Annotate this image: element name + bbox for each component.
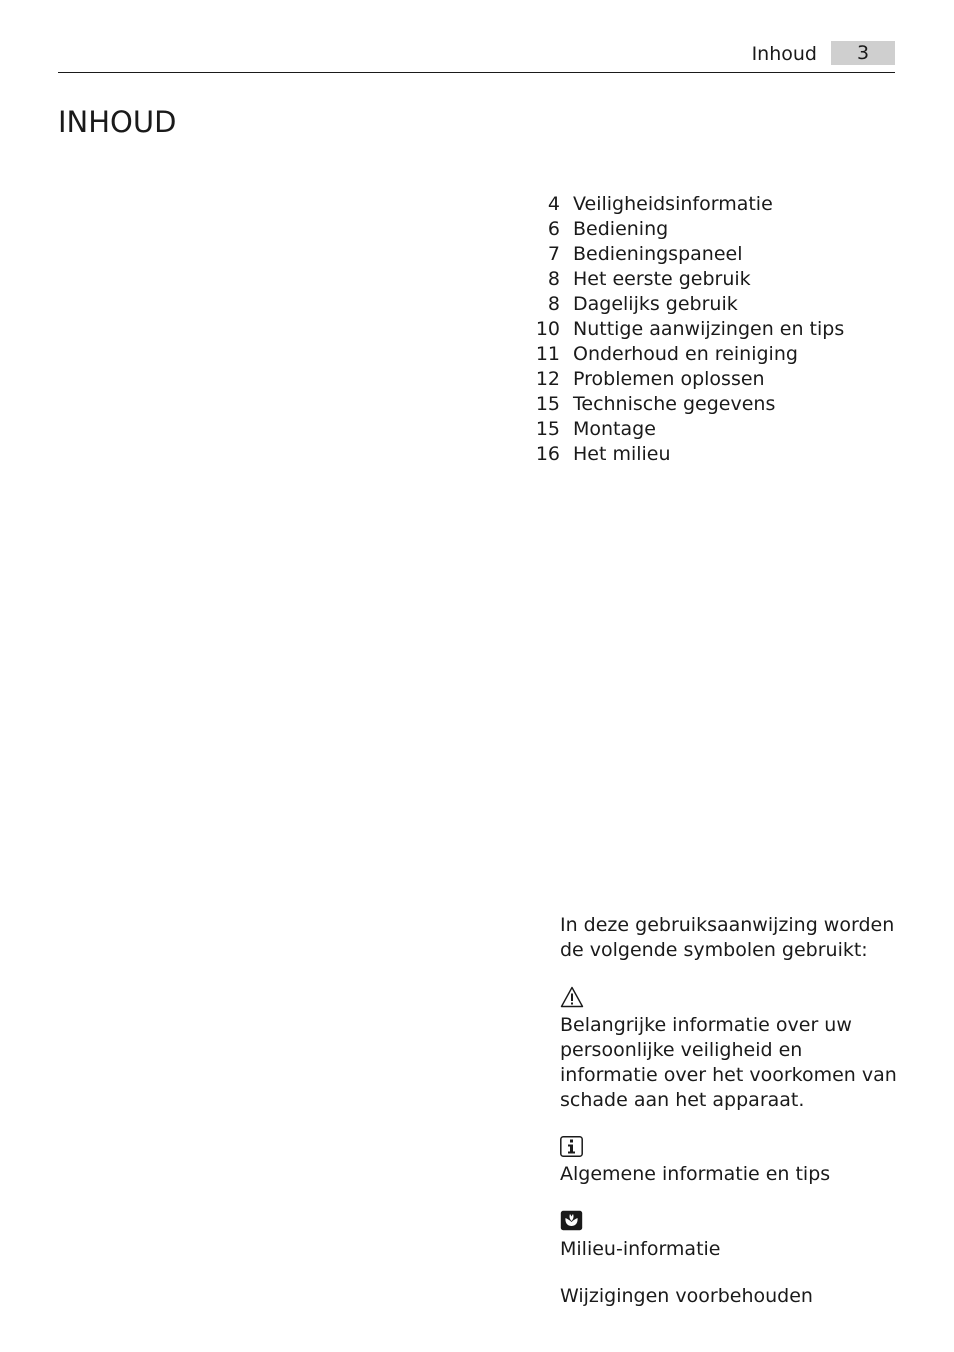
info-icon [560, 1136, 583, 1161]
toc-label: Het eerste gebruik [573, 268, 751, 290]
toc-item[interactable] [520, 442, 920, 467]
toc-item[interactable] [520, 267, 920, 292]
toc-page-number: 11 [535, 343, 560, 365]
toc-page-number: 7 [547, 243, 560, 265]
toc-label: Het milieu [573, 443, 671, 465]
toc-item[interactable] [520, 367, 920, 392]
toc-label: Problemen oplossen [573, 368, 765, 390]
toc-page-number: 4 [547, 193, 560, 215]
toc-page-number: 15 [535, 418, 560, 440]
warning-triangle-icon [560, 986, 584, 1012]
toc-item[interactable] [520, 192, 920, 217]
toc-item[interactable] [520, 392, 920, 417]
toc-item[interactable] [520, 217, 920, 242]
toc-page-number: 8 [547, 293, 560, 315]
page-header [58, 38, 895, 73]
symbols-intro: In deze gebruiksaanwijzing worden de volgende symbolen gebruikt: [560, 914, 895, 961]
toc-label: Nuttige aanwijzingen en tips [573, 318, 845, 340]
toc-page-number: 16 [535, 443, 560, 465]
toc-label: Montage [573, 418, 656, 440]
toc-page-number: 10 [535, 318, 560, 340]
toc-label: Bedieningspaneel [573, 243, 743, 265]
page-number: 3 [831, 41, 895, 65]
changes-reserved-note: Wijzigingen voorbehouden [560, 1285, 813, 1307]
environment-icon [560, 1210, 583, 1235]
toc-page-number: 12 [535, 368, 560, 390]
toc-item[interactable] [520, 342, 920, 367]
toc-label: Dagelijks gebruik [573, 293, 738, 315]
toc-item[interactable] [520, 292, 920, 317]
warning-description: Belangrijke informatie over uw persoonlijke veiligheid en informatie over het voorkomen van schade aan het apparaat. [560, 1014, 897, 1111]
toc-item[interactable] [520, 242, 920, 267]
toc-item[interactable] [520, 317, 920, 342]
toc-label: Onderhoud en reiniging [573, 343, 798, 365]
info-description: Algemene informatie en tips [560, 1163, 831, 1185]
toc-label: Veiligheidsinformatie [573, 193, 773, 215]
environment-description: Milieu-informatie [560, 1238, 721, 1260]
header-section-title: Inhoud [751, 43, 817, 65]
toc-label: Bediening [573, 218, 669, 240]
toc-label: Technische gegevens [573, 393, 776, 415]
table-of-contents [520, 192, 920, 467]
toc-item[interactable] [520, 417, 920, 442]
page-title: INHOUD [58, 105, 177, 139]
toc-page-number: 15 [535, 393, 560, 415]
toc-page-number: 8 [547, 268, 560, 290]
toc-page-number: 6 [547, 218, 560, 240]
